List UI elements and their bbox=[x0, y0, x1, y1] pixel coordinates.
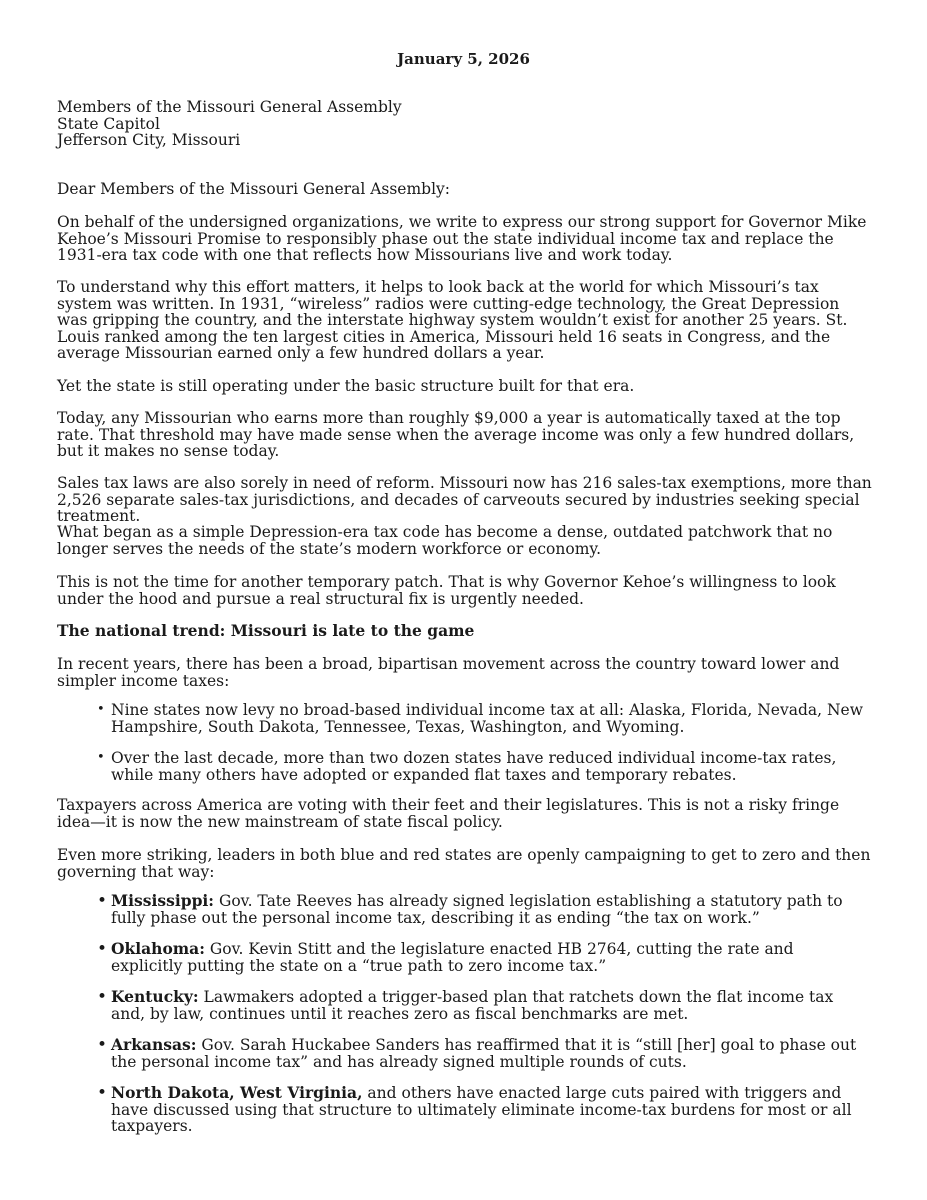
list-item bbox=[97, 941, 867, 974]
state-list bbox=[97, 893, 867, 1150]
paragraph: To understand why this effort matters, it helps to look back at the world for which Missouri’s tax system was written. In 1931, “wireless” radios were cutting-edge technology, the Great Depression was gripping the country, and the interstate highway system wouldn’t exist for another 25 years. St. Louis ranked among the ten largest cities in America, Missouri held 16 seats in Congress, and the average Missourian earned only a few hundred dollars a year. bbox=[57, 278, 848, 362]
paragraph: Sales tax laws are also sorely in need of reform. Missouri now has 216 sales-tax exemptions, more than 2,526 separate sales-tax jurisdictions, and decades of carveouts secured by industries seeking special treatment. bbox=[57, 474, 872, 525]
recipient-address bbox=[57, 99, 872, 149]
list-item: • Nine states now levy no broad-based individual income tax at all: Alaska, Florida, Nevada, New Hampshire, South Dakota, Tennessee, Texas, Washington, and Wyoming. bbox=[97, 702, 867, 735]
state-text: Gov. Tate Reeves has already signed legislation establishing a statutory path to fully phase out the personal income tax, describing it as ending “the tax on work.” bbox=[111, 892, 843, 927]
list-item bbox=[97, 1037, 867, 1070]
state-text: Gov. Kevin Stitt and the legislature enacted HB 2764, cutting the rate and explicitly putting the state on a “true path to zero income tax.” bbox=[111, 940, 794, 975]
address-line: Jefferson City, Missouri bbox=[57, 131, 241, 149]
state-name: Kentucky: bbox=[111, 987, 199, 1006]
paragraph: Today, any Missourian who earns more than roughly $9,000 a year is automatically taxed at the top rate. That threshold may have made sense when the average income was only a few hundred dollars, but it makes no sense today. bbox=[57, 409, 855, 460]
paragraph: What began as a simple Depression-era tax code has become a dense, outdated patchwork that no longer serves the needs of the state’s modern workforce or economy. bbox=[57, 523, 833, 558]
state-name: Oklahoma: bbox=[111, 939, 205, 958]
address-line: State Capitol bbox=[57, 114, 160, 133]
section-heading: The national trend: Missouri is late to the game bbox=[57, 621, 475, 640]
letter-date: January 5, 2026 bbox=[397, 50, 530, 68]
state-name: North Dakota, West Virginia, bbox=[111, 1083, 363, 1102]
paragraph: Taxpayers across America are voting with their feet and their legislatures. This is not a risky fringe idea—it is now the new mainstream of state fiscal policy. bbox=[57, 796, 840, 831]
paragraph: Yet the state is still operating under the basic structure built for that era. bbox=[57, 377, 635, 395]
paragraph: In recent years, there has been a broad, bipartisan movement across the country toward lower and simpler income taxes: bbox=[57, 655, 840, 690]
trend-list bbox=[97, 702, 867, 798]
salutation: Dear Members of the Missouri General Assembly: bbox=[57, 180, 451, 198]
state-name: Arkansas: bbox=[111, 1035, 197, 1054]
list-item: • Over the last decade, more than two dozen states have reduced individual income-tax rates, while many others have adopted or expanded flat taxes and temporary rebates. bbox=[97, 750, 867, 783]
list-item bbox=[97, 893, 867, 926]
list-item bbox=[97, 1085, 867, 1135]
address-line: Members of the Missouri General Assembly bbox=[57, 98, 402, 116]
state-name: Mississippi: bbox=[111, 891, 215, 910]
state-text: and others have enacted large cuts paired with triggers and have discussed using that structure to ultimately eliminate income-tax burdens for most or all taxpayers. bbox=[111, 1084, 852, 1135]
paragraph: On behalf of the undersigned organizations, we write to express our strong support for Governor Mike Kehoe’s Missouri Promise to responsibly phase out the state individual income tax and replace the 1931-era tax code with one that reflects how Missourians live and work today. bbox=[57, 213, 867, 264]
paragraph: Even more striking, leaders in both blue and red states are openly campaigning to get to zero and then governing that way: bbox=[57, 846, 871, 881]
paragraph: This is not the time for another temporary patch. That is why Governor Kehoe’s willingness to look under the hood and pursue a real structural fix is urgently needed. bbox=[57, 573, 836, 608]
state-text: Lawmakers adopted a trigger-based plan that ratchets down the flat income tax and, by law, continues until it reaches zero as fiscal benchmarks are met. bbox=[111, 988, 834, 1023]
list-item bbox=[97, 989, 867, 1022]
state-text: Gov. Sarah Huckabee Sanders has reaffirmed that it is “still [her] goal to phase out the personal income tax” and has already signed multiple rounds of cuts. bbox=[111, 1036, 857, 1071]
